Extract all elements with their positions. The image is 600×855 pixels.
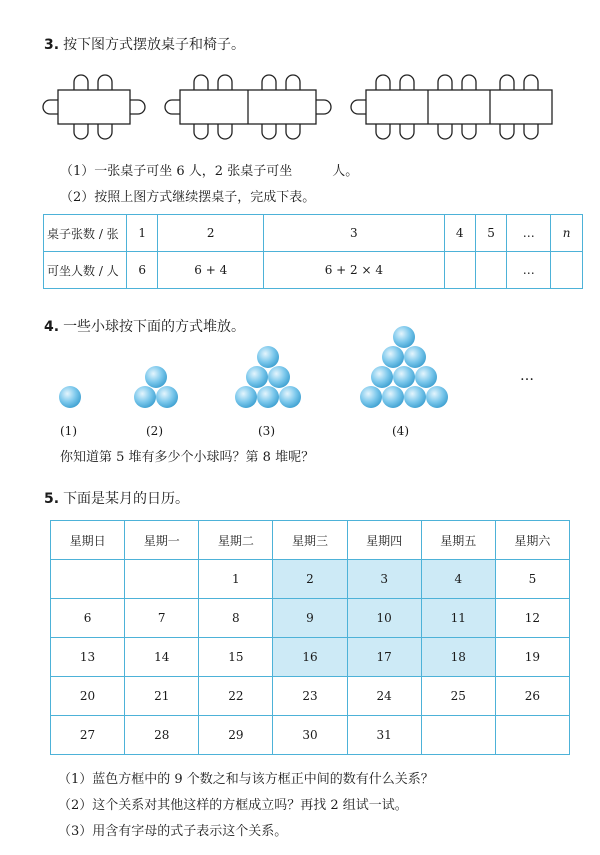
ball [279,386,301,408]
balls-group [59,326,448,408]
ball [235,386,257,408]
ball [360,386,382,408]
q5-number: 5. [44,491,60,507]
two-tables-figure [165,75,331,139]
pile-label-3: (3) [258,424,275,438]
ball [415,366,437,388]
ball [59,386,81,408]
calendar-week-row: 6 7 8 9 10 11 12 [51,599,570,638]
q5-sub3: （3）用含有字母的式子表示这个关系。 [58,824,288,839]
q3-table [43,214,583,289]
ball [371,366,393,388]
q3-line2: （2）按照上图方式继续摆桌子，完成下表。 [60,190,316,205]
ball [257,386,279,408]
q3-title-text: 按下图方式摆放桌子和椅子。 [63,37,246,53]
ball [145,366,167,388]
q5-sub2: （2）这个关系对其他这样的方框成立吗？再找 2 组试一试。 [58,798,408,813]
ball-piles-illustration [50,322,550,422]
q5-title [44,488,189,508]
ball [156,386,178,408]
q3-line1: （1）一张桌子可坐 6 人，2 张桌子可坐 人。 [60,164,359,179]
ball [404,386,426,408]
ball [257,346,279,368]
ball [404,346,426,368]
q5-title-text: 下面是某月的日历。 [63,491,190,507]
table-row: 桌子张数 / 张 1 2 3 4 5 … n [44,215,583,252]
q5-sub1: （1）蓝色方框中的 9 个数之和与该方框正中间的数有什么关系？ [58,772,434,787]
ball [393,366,415,388]
q3-number: 3. [44,37,60,53]
tables-chairs-illustration [36,70,556,144]
calendar-week-row: 13 14 15 16 17 18 19 [51,638,570,677]
table-row-head: 桌子张数 / 张 [44,215,127,252]
table-row-head: 可坐人数 / 人 [44,252,127,289]
table-row: 可坐人数 / 人 6 6 + 4 6 + 2 × 4 … [44,252,583,289]
ball [426,386,448,408]
ball [382,346,404,368]
calendar-table [50,520,570,755]
q4-question: 你知道第 5 堆有多少个小球吗？第 8 堆呢？ [60,450,315,465]
q4-number: 4. [44,319,60,335]
ball [382,386,404,408]
one-table-figure [43,75,145,139]
pile-ellipsis: … [520,368,534,384]
calendar-week-row: 1 2 3 4 5 [51,560,570,599]
pile-label-4: (4) [392,424,409,438]
q3-title [44,34,245,54]
calendar-week-row: 27 28 29 30 31 [51,716,570,755]
ball [393,326,415,348]
three-tables-figure [351,75,552,139]
calendar-week-row: 20 21 22 23 24 25 26 [51,677,570,716]
ball [134,386,156,408]
q4-title-text: 一些小球按下面的方式堆放。 [63,319,246,335]
ball [246,366,268,388]
calendar-header-row: 星期日 星期一 星期二 星期三 星期四 星期五 星期六 [51,521,570,560]
pile-label-2: (2) [146,424,163,438]
ball [268,366,290,388]
pile-label-1: (1) [60,424,77,438]
